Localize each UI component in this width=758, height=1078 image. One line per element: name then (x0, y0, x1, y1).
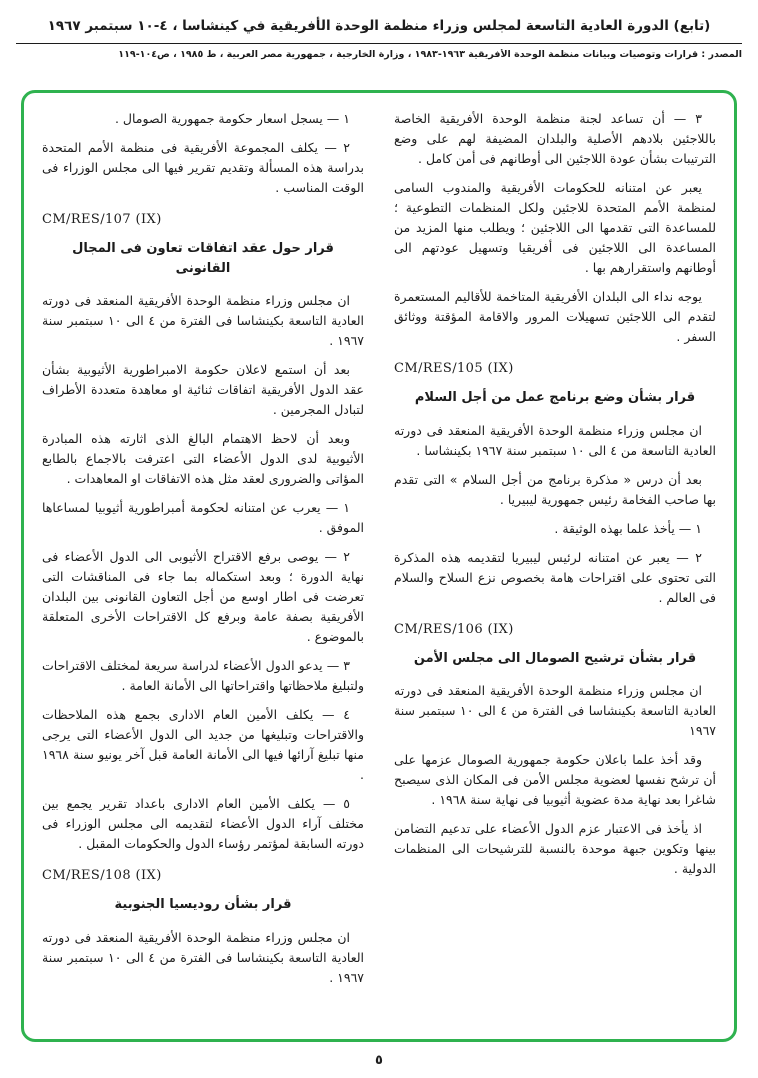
header-divider (16, 43, 742, 44)
page-title: (تابع) الدورة العادية التاسعة لمجلس وزراء منظمة الوحدة الأفريقية في كينشاسا ، ٤-١٠ سبتمبر ١٩٦٧ (47, 18, 711, 34)
resolution-code: CM/RES/106 (IX) (394, 621, 514, 637)
page-number: ٥ (375, 1053, 383, 1068)
paragraph: اذ يأخذ فى الاعتبار عزم الدول الأعضاء على تدعيم التضامن بينها وتكوين جبهة موحدة بالنسبة للترشيحات الى المنظمات الدولية . (394, 821, 716, 876)
paragraph: ٣ — أن تساعد لجنة منظمة الوحدة الأفريقية الخاصة باللاجئين بلادهم الأصلية والبلدان المضيفة لهم على وضع الترتيبات بشأن عودة اللاجئين الى أوطانهم فى أمن كامل . (394, 111, 716, 166)
paragraph: يوجه نداء الى البلدان الأفريقية المتاخمة للأقاليم المستعمرة لتقدم الى اللاجئين تسهيلات المرور والاقامة المؤقتة ووثائق السفر . (394, 289, 716, 344)
resolution-code: CM/RES/107 (IX) (42, 212, 162, 227)
paragraph: ٢ — يوصى برفع الاقتراح الأثيوبى الى الدول الأعضاء فى نهاية الدورة ؛ وبعد استكماله بما جاء فى المناقشات التى تعرضت فى اطار اوسع من أجل التعاون القانونى بين البلدان الأفريقية بصفة عامة وبرفع كل الاقتراحات الأخرى المتعلقة بالموضوع . (42, 549, 364, 644)
paragraph: وقد أخذ علما باعلان حكومة جمهورية الصومال عزمها على أن ترشح نفسها لعضوية مجلس الأمن فى المكان الذى سيصبح شاغرا بعد نهاية مدة عضوية أثيوبيا فى نهاية سنة ١٩٦٨ . (394, 752, 716, 807)
paragraph: ان مجلس وزراء منظمة الوحدة الأفريقية المنعقد فى دورته العادية التاسعة بكينشاسا فى الفترة من ٤ الى ١٠ سبتمبر سنة ١٩٦٧ . (42, 929, 365, 985)
paragraph: ان مجلس وزراء منظمة الوحدة الأفريقية المنعقد فى دورته العادية التاسعة بكينشاسا فى الفترة من ٤ الى ١٠ سبتمبر سنة ١٩٦٧ . (42, 293, 365, 348)
paragraph: ٣ — يدعو الدول الأعضاء لدراسة سريعة لمختلف الاقتراحات ولتبليغ ملاحظاتها واقتراحاتها الى الأمانة العامة . (42, 658, 364, 693)
resolution-code: CM/RES/105 (IX) (394, 361, 514, 376)
resolution-title: قرار بشأن روديسيا الجنوبية (114, 897, 292, 912)
paragraph: ٢ — يعبر عن امتنانه لرئيس ليبيريا لتقديمه هذه المذكرة التى تحتوى على اقتراحات هامة بخصوص نزع السلاح والسلام فى العالم . (394, 549, 716, 605)
paragraph: بعد أن استمع لاعلان حكومة الامبراطورية الأثيوبية بشأن عقد الدول الأفريقية اتفاقات ثنائية او معاهدة متعددة الأطراف لتبادل المجرمين . (42, 362, 364, 417)
paragraph: ١ — يسجل اسعار حكومة جمهورية الصومال . (114, 111, 350, 126)
paragraph: ٤ — يكلف الأمين العام الادارى بجمع هذه الملاحظات والاقتراحات وتبليغها من جديد الى الدول الأعضاء التى يرجى منها تبليغ آرائها فيها الى الأمانة العامة قبل آخر يونيو سنة ١٩٦٨ . (42, 707, 364, 782)
column-left (42, 109, 364, 1023)
resolution-code: CM/RES/108 (IX) (42, 868, 162, 883)
paragraph: ان مجلس وزراء منظمة الوحدة الأفريقية المنعقد فى دورته العادية التاسعة بكينشاسا فى الفترة من ٤ الى ١٠ سبتمبر سنة ١٩٦٧ (394, 683, 717, 738)
document-header (0, 0, 758, 60)
resolution-title: قرار حول عقد اتفاقات تعاون فى المجال القانونى (72, 241, 334, 276)
column-right (394, 109, 716, 1023)
paragraph: ١ — يعرب عن امتنانه لحكومة أمبراطورية أثيوبيا لمساعاها الموفق . (42, 500, 364, 535)
paragraph: ١ — يأخذ علما بهذه الوثيقة . (554, 520, 702, 536)
paragraph: ٢ — يكلف المجموعة الأفريقية فى منظمة الأمم المتحدة بدراسة هذه المسألة وتقديم تقرير فيها الى مجلس الوزراء فى الوقت المناسب . (42, 140, 364, 195)
content-border-box (21, 90, 737, 1042)
paragraph: ٥ — يكلف الأمين العام الادارى باعداد تقرير يجمع بين مختلف آراء الدول الأعضاء لتقديمه الى مجلس الوزراء فى دورته السابقة لمؤتمر رؤساء الدول والحكومات المقبل . (42, 796, 364, 851)
paragraph: وبعد أن لاحظ الاهتمام البالغ الذى اثارته هذه المبادرة الأثيوبية لدى الدول الأعضاء التى اعترفت بالاجماع بالطابع المؤاتى والضرورى لعقد مثل هذه الاتفاقات او المعاهدات . (42, 431, 364, 486)
resolution-title: قرار بشأن وضع برنامج عمل من أجل السلام (414, 390, 696, 405)
paragraph: يعبر عن امتنانه للحكومات الأفريقية والمندوب السامى لمنظمة الأمم المتحدة للاجئين ولكل المنظمات التطوعية ؛ للمساعدة التى تقدمها الى اللاجئين ؛ ويطلب منها المزيد من المساعدة الى اللاجئين فى أفريقيا وتسهيل عودتهم الى أوطانهم واستقرارهم بها . (394, 180, 716, 275)
resolution-title: قرار بشأن ترشيح الصومال الى مجلس الأمن (413, 650, 697, 666)
paragraph: ان مجلس وزراء منظمة الوحدة الأفريقية المنعقد فى دورته العادية التاسعة من ٤ الى ١٠ سبتمبر سنة ١٩٦٧ بكينشاسا . (394, 422, 716, 458)
source-line: المصدر : قرارات وتوصيات وبيانات منظمة الوحدة الأفريقية ١٩٦٣-١٩٨٣ ، وزارة الخارجية ، جمهورية مصر العربية ، ط ١٩٨٥ ، ص١٠٤-١١٩ (118, 49, 742, 60)
paragraph: بعد أن درس « مذكرة برنامج من أجل السلام » التى تقدم بها صاحب الفخامة رئيس جمهورية ليبيريا . (394, 471, 716, 507)
